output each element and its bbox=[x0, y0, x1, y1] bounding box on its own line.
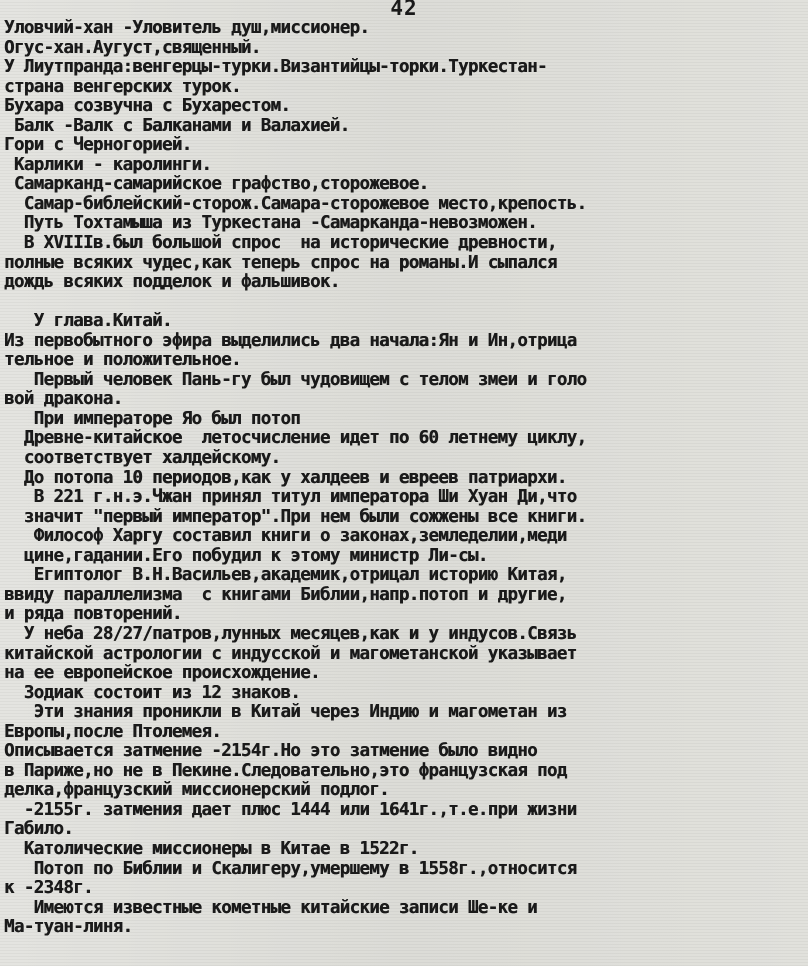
text-line: Древне-китайское летосчисление идет по 60 летнему циклу, bbox=[4, 429, 587, 449]
blank-line bbox=[4, 293, 804, 313]
text-line: дождь всяких подделок и фальшивок. bbox=[4, 273, 340, 293]
text-line: Первый человек Пань-гу был чудовищем с телом змеи и голо bbox=[4, 370, 587, 390]
text-line: Путь Тохтамыша из Туркестана -Самарканда-невозможен. bbox=[4, 214, 537, 234]
text-line: При императоре Яо был потоп bbox=[4, 409, 301, 429]
text-line: В XVIIIв.был большой спрос на историчеcкие древности, bbox=[4, 234, 557, 254]
text-line: Описывается затмение -2154г.Но это затмение было видно bbox=[4, 742, 537, 762]
text-line: Философ Харгу составил книги о законах,земледелии,меди bbox=[4, 527, 567, 547]
text-line: Потоп по Библии и Скалигеру,умершему в 1558г.,относится bbox=[4, 859, 577, 879]
text-line: Самар-библейский-сторож.Самара-сторожевое место,крепость. bbox=[4, 194, 587, 214]
text-line: Бухара созвучна с Бухарестом. bbox=[4, 97, 291, 117]
text-line: Карлики - каролинги. bbox=[4, 155, 212, 175]
text-line: на ее европейское происхождение. bbox=[4, 664, 320, 684]
text-line: и ряда повторений. bbox=[4, 605, 182, 625]
text-line: цине,гадании.Его побудил к этому министр Ли-сы. bbox=[4, 546, 488, 566]
page-number: 42 bbox=[390, 0, 418, 20]
text-line: Католические миссионеры в Китае в 1522г. bbox=[4, 839, 419, 859]
text-line: вой дракона. bbox=[4, 390, 123, 410]
text-line: Уловчий-хан -Уловитель душ,миссионер. bbox=[4, 19, 370, 38]
text-line: страна венгерских турок. bbox=[4, 77, 241, 97]
text-line: Самарканд-самарийское графство,сторожевое. bbox=[4, 175, 429, 195]
text-line: Габило. bbox=[4, 820, 74, 840]
text-line: соответствует халдейскому. bbox=[4, 449, 281, 469]
text-body bbox=[4, 19, 804, 938]
text-line: в Париже,но не в Пекине.Следовательно,это французская под bbox=[4, 761, 567, 781]
text-line: У неба 28/27/патров,лунных месяцев,как и у индусов.Связь bbox=[4, 624, 577, 644]
text-line: Зодиак состоит из 12 знаков. bbox=[4, 683, 301, 703]
text-line: значит "первый император".При нем были сожжены все книги. bbox=[4, 507, 587, 527]
text-line: ввиду параллелизма с книгами Библии,напр.потоп и другие, bbox=[4, 585, 567, 605]
text-line: Египтолог В.Н.Васильев,академик,отрицал историю Китая, bbox=[4, 566, 567, 586]
text-line: У Лиутпранда:венгерцы-турки.Византийцы-торки.Туркестан- bbox=[4, 58, 547, 78]
text-line: В 221 г.н.э.Чжан принял титул императора Ши Хуан Ди,что bbox=[4, 488, 577, 508]
section-heading: У глава.Китай. bbox=[4, 312, 172, 332]
text-line: Огус-хан.Аугуст,священный. bbox=[4, 38, 261, 58]
text-line: Гори с Черногорией. bbox=[4, 136, 192, 156]
text-line: Из первобытного эфира выделились два начала:Ян и Ин,отрица bbox=[4, 331, 577, 351]
text-line: китайской астрологии с индусской и магометанской указывает bbox=[4, 644, 577, 664]
text-line: делка,французский миссионерский подлог. bbox=[4, 781, 389, 801]
text-line: к -2348г. bbox=[4, 879, 93, 899]
text-line: Имеются известные кометные китайские записи Ше-ке и bbox=[4, 898, 537, 918]
text-line: До потопа 10 периодов,как у халдеев и евреев патриархи. bbox=[4, 468, 567, 488]
text-line: тельное и положительное. bbox=[4, 351, 241, 371]
text-line: полные всяких чудес,как теперь спрос на романы.И сыпался bbox=[4, 253, 557, 273]
text-line: Европы,после Птолемея. bbox=[4, 722, 222, 742]
text-line: Эти знания проникли в Китай через Индию и магометан из bbox=[4, 703, 567, 723]
text-line: Ма-туан-линя. bbox=[4, 918, 133, 938]
text-line: Балк -Валк с Балканами и Валахией. bbox=[4, 116, 350, 136]
text-line: -2155г. затмения дает плюс 1444 или 1641г.,т.е.при жизни bbox=[4, 800, 577, 820]
